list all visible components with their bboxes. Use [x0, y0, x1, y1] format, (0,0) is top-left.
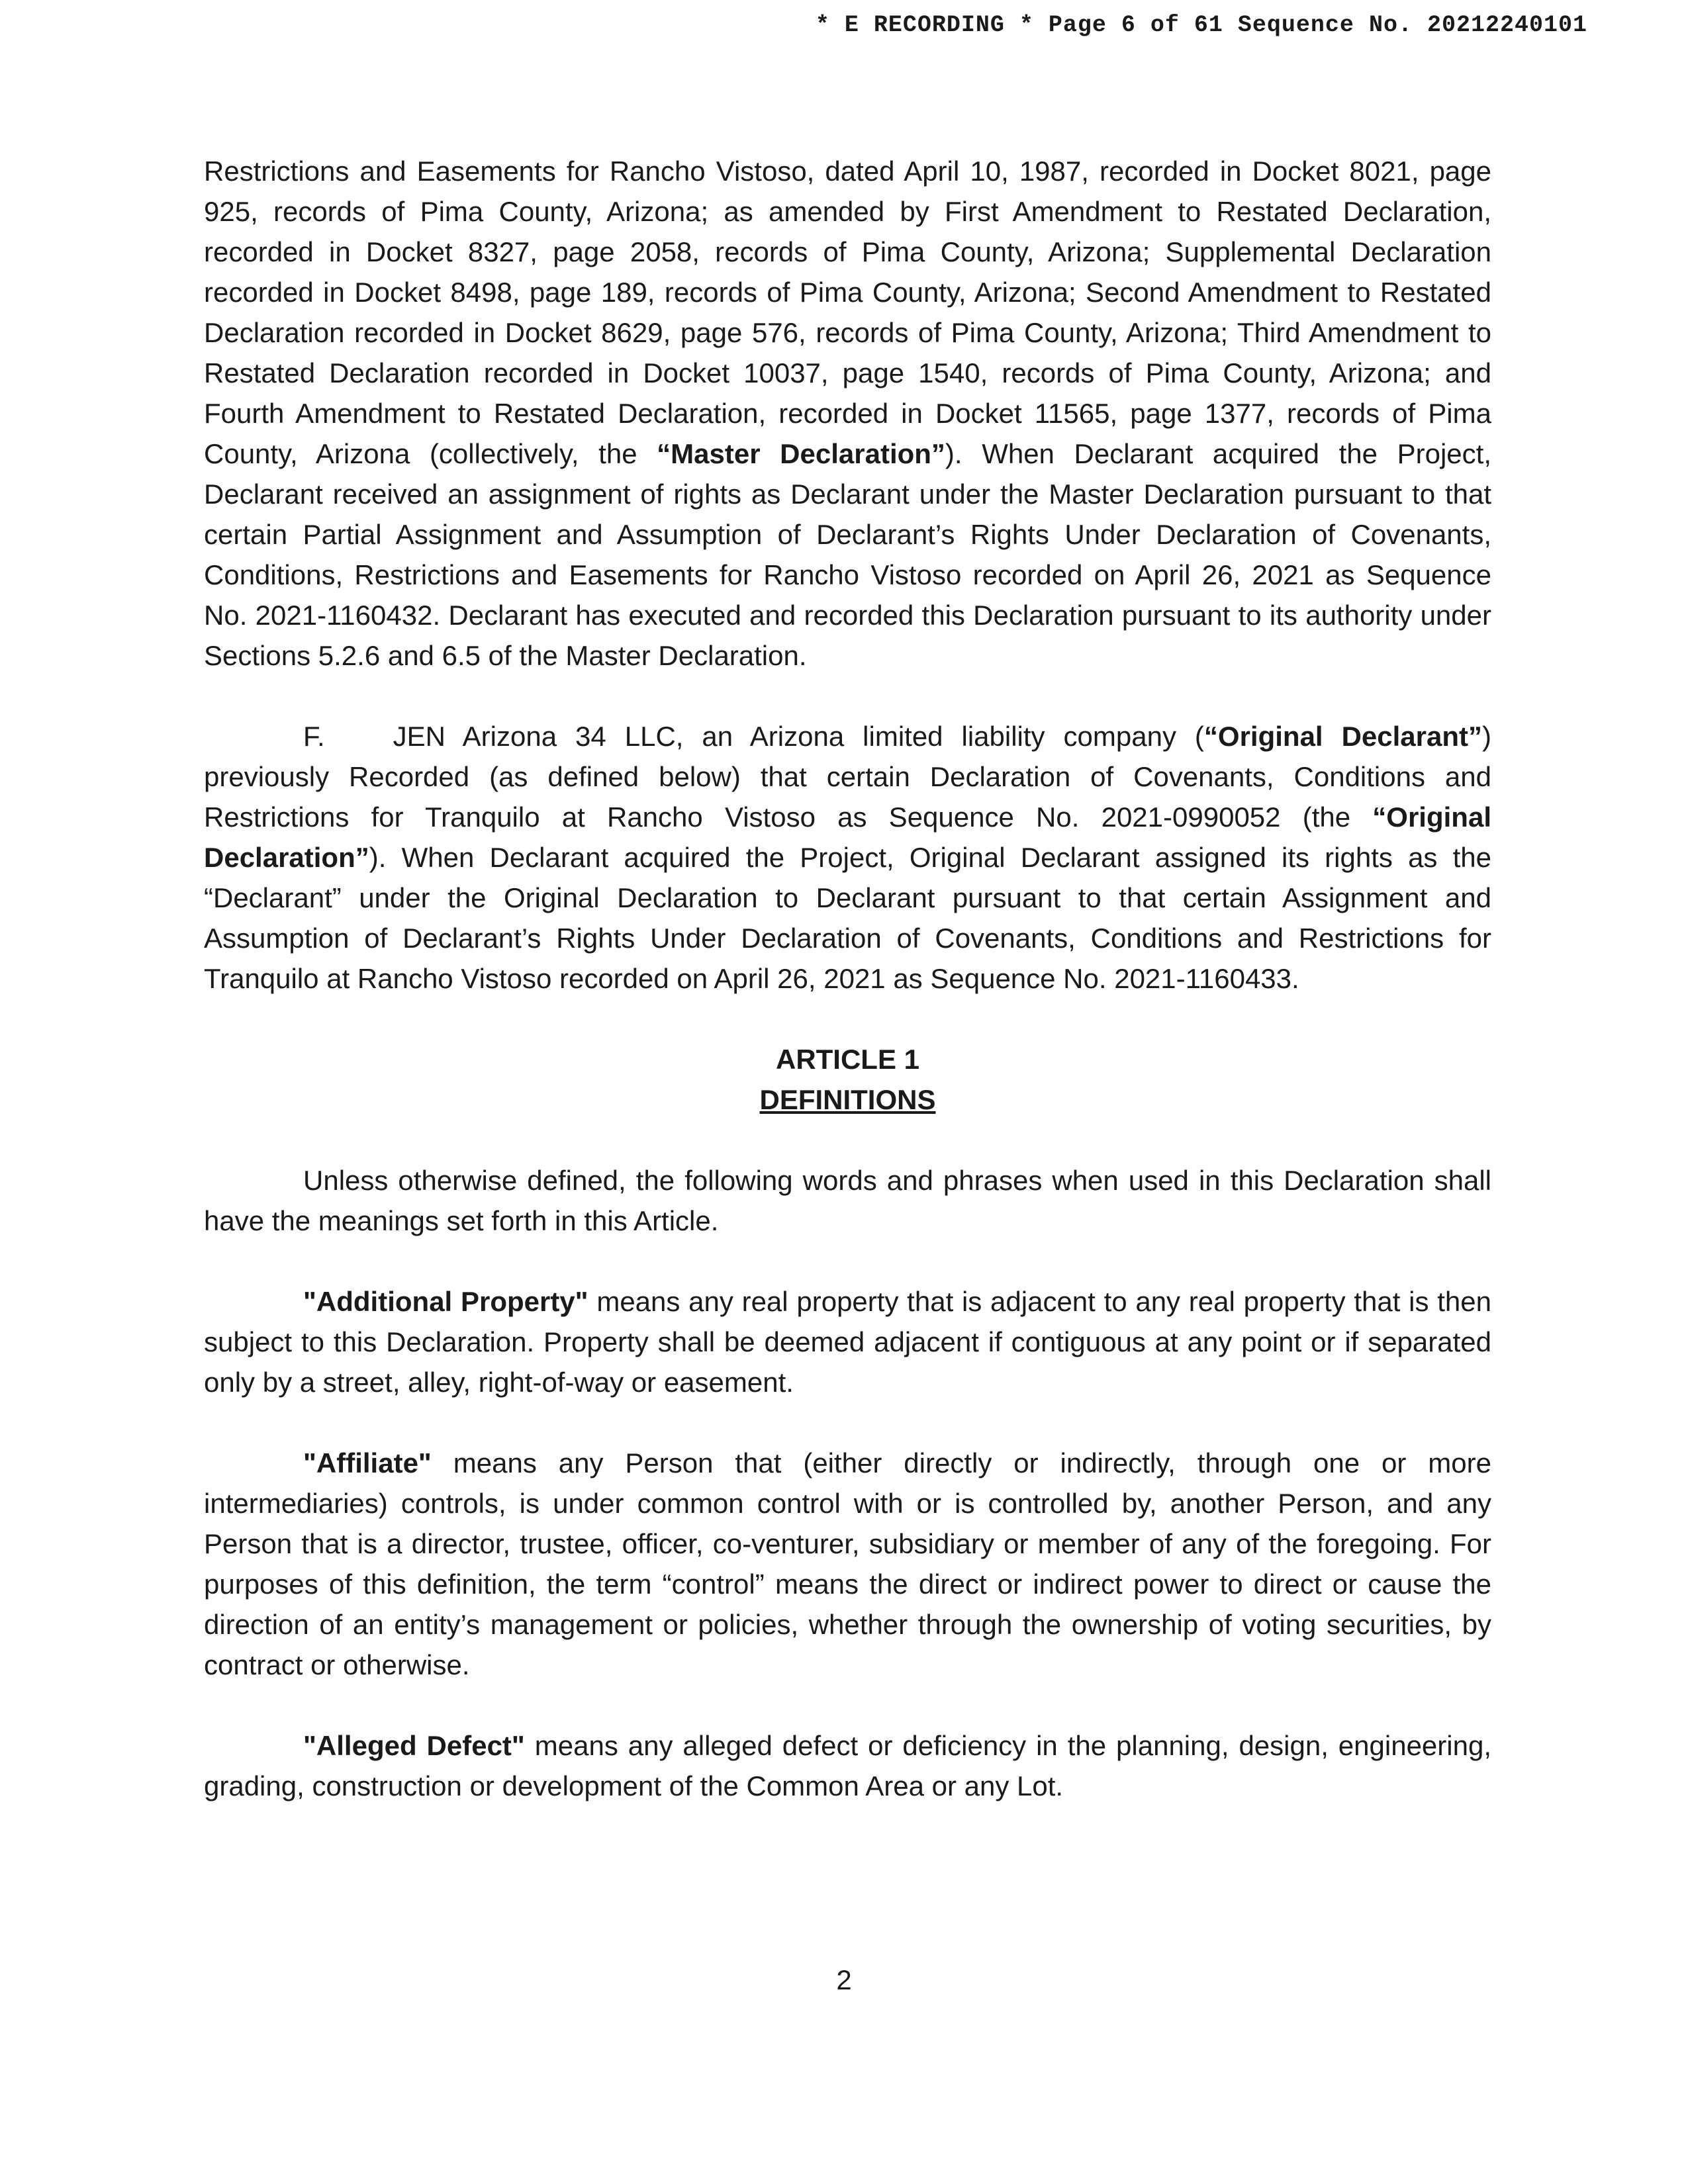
definition-text: means any alleged defect or deficiency in the planning, design, engineering, grading, construction or development of the Common Area or any Lot. — [204, 1730, 1491, 1801]
recital-f-label: F. — [303, 721, 325, 752]
recital-f — [204, 716, 1491, 999]
term-original-declarant: “Original Declarant” — [1203, 721, 1482, 752]
definition-affiliate — [204, 1443, 1491, 1685]
term-master-declaration: “Master Declaration” — [657, 438, 945, 469]
article-heading — [204, 1039, 1491, 1120]
article-number: ARTICLE 1 — [775, 1044, 919, 1075]
definition-text: means any Person that (either directly or indirectly, through one or more intermediaries) controls, is under common control with or is controlled by, another Person, and any Person that is a director, trustee, officer, co-venturer, subsidiary or member of any of the foregoing. For purposes of this definition, the term “control” means the direct or indirect power to direct or cause the direction of an entity’s management or policies, whether through the ownership of voting securities, by contract or otherwise. — [204, 1447, 1491, 1680]
article-title: DEFINITIONS — [759, 1084, 936, 1115]
recital-f-text-2: ) previously Recorded (as defined below) that certain Declaration of Covenants, Conditions and Restrictions for Tranquilo at Rancho Vistoso as Sequence No. 2021-0990052 (the — [204, 721, 1491, 833]
definitions-intro: Unless otherwise defined, the following words and phrases when used in this Declaration shall have the meanings set forth in this Article. — [204, 1165, 1491, 1236]
page-number: 2 — [836, 1964, 852, 1995]
recital-e-text-2: ). When Declarant acquired the Project, Declarant received an assignment of rights as Declarant under the Master Declaration pursuant to that certain Partial Assignment and Assumption of Declarant’s Rights Under Declaration of Covenants, Conditions, Restrictions and Easements for Rancho Vistoso recorded on April 26, 2021 as Sequence No. 2021-1160432. Declarant has executed and recorded this Declaration pursuant to its authority under Sections 5.2.6 and 6.5 of the Master Declaration. — [204, 438, 1491, 671]
recital-f-text-3: ). When Declarant acquired the Project, Original Declarant assigned its rights as the “Declarant” under the Original Declaration to Declarant pursuant to that certain Assignment and Assumption of Declarant’s Rights Under Declaration of Covenants, Conditions and Restrictions for Tranquilo at Rancho Vistoso recorded on April 26, 2021 as Sequence No. 2021-1160433. — [204, 842, 1491, 994]
definition-term: "Additional Property" — [303, 1286, 588, 1317]
definition-alleged-defect — [204, 1725, 1491, 1806]
recital-e-text-1: Restrictions and Easements for Rancho Vistoso, dated April 10, 1987, recorded in Docket 8021, page 925, records of Pima County, Arizona; as amended by First Amendment to Restated Declaration, recorded in Docket 8327, page 2058, records of Pima County, Arizona; Supplemental Declaration recorded in Docket 8498, page 189, records of Pima County, Arizona; Second Amendment to Restated Declaration recorded in Docket 8629, page 576, records of Pima County, Arizona; Third Amendment to Restated Declaration recorded in Docket 10037, page 1540, records of Pima County, Arizona; and Fourth Amendment to Restated Declaration, recorded in Docket 11565, page 1377, records of Pima County, Arizona (collectively, the — [204, 156, 1491, 469]
definition-term: "Affiliate" — [303, 1447, 432, 1479]
document-body — [204, 151, 1491, 1846]
recital-e-continued — [204, 151, 1491, 676]
recital-f-text-1: JEN Arizona 34 LLC, an Arizona limited liability company ( — [393, 721, 1204, 752]
term-original-declaration: “Original Declaration” — [204, 801, 1491, 873]
definition-term: "Alleged Defect" — [303, 1730, 525, 1761]
definition-additional-property — [204, 1281, 1491, 1402]
definition-text: means any real property that is adjacent to any real property that is then subject to this Declaration. Property shall be deemed adjacent if contiguous at any point or if separated only by a street, alley, right-of-way or easement. — [204, 1286, 1491, 1398]
recording-header: * E RECORDING * Page 6 of 61 Sequence No. 20212240101 — [815, 12, 1587, 38]
